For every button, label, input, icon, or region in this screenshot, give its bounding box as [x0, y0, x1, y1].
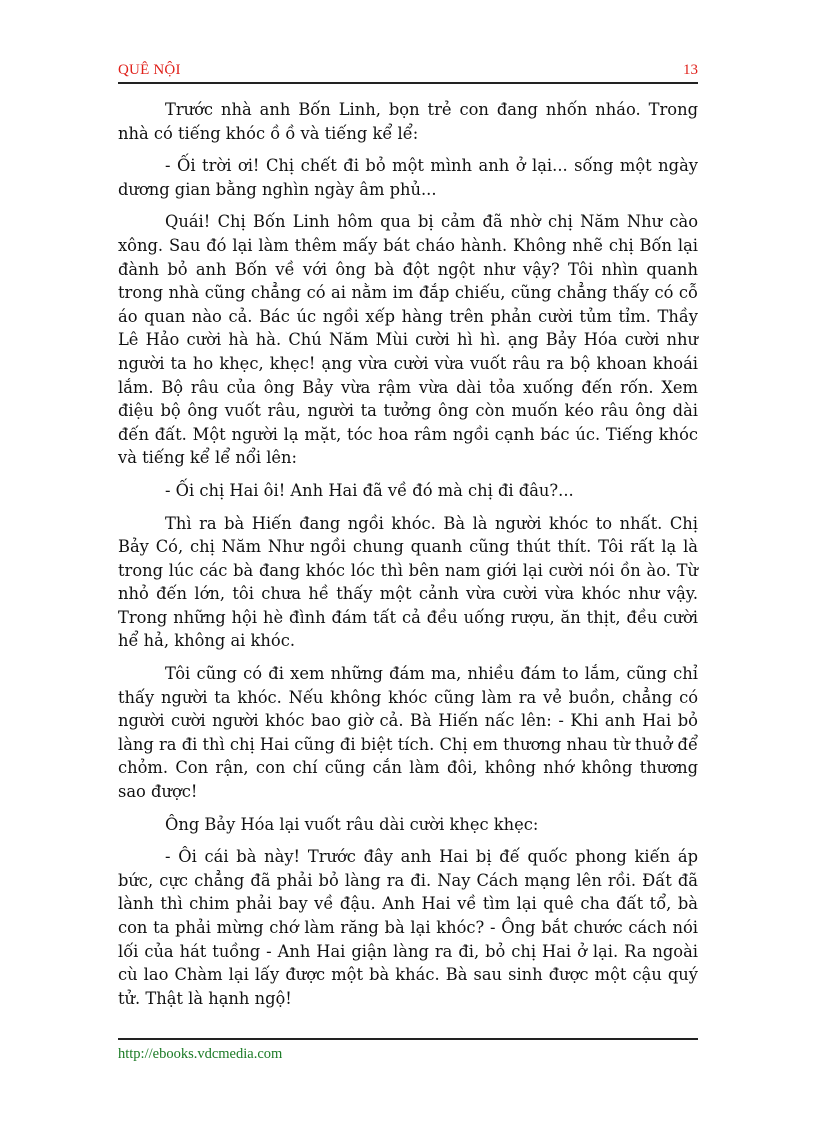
footer-divider: [118, 1038, 698, 1040]
footer-url: http://ebooks.vdcmedia.com: [118, 1046, 283, 1062]
header-divider: [118, 82, 698, 84]
body-text: [118, 98, 698, 1019]
page-number: 13: [683, 62, 698, 78]
page-header: [118, 60, 698, 84]
paragraph: Trước nhà anh Bốn Linh, bọn trẻ con đang nhốn nháo. Trong nhà có tiếng khóc ồ ồ và tiếng kể lể:: [118, 100, 698, 143]
paragraph: - Ôi cái bà này! Trước đây anh Hai bị đế quốc phong kiến áp bức, cực chẳng đã phải bỏ làng ra đi. Nay Cách mạng lên rồi. Đất đã lành thì chim phải bay về đậu. Anh Hai về tìm lại quê cha đất tổ, bà con ta phải mừng chớ làm răng bà lại khóc? - Ông bắt chước cách nói lối của hát tuồng - Anh Hai giận làng ra đi, bỏ chị Hai ở lại. Ra ngoài cù lao Chàm lại lấy được một bà khác. Bà sau sinh được một cậu quý tử. Thật là hạnh ngộ!: [118, 847, 698, 1008]
paragraph: Quái! Chị Bốn Linh hôm qua bị cảm đã nhờ chị Năm Như cào xông. Sau đó lại làm thêm mấy bát cháo hành. Không nhẽ chị Bốn lại đành bỏ anh Bốn về với ông bà đột ngột như vậy? Tôi nhìn quanh trong nhà cũng chẳng có ai nằm im đắp chiếu, cũng chẳng thấy có cỗ áo quan nào cả. Bác úc ngồi xếp hàng trên phản cười tủm tỉm. Thầy Lê Hảo cười hà hà. Chú Năm Mùi cười hì hì. ạng Bảy Hóa cười như người ta ho khẹc, khẹc! ạng vừa cười vừa vuốt râu ra bộ khoan khoái lắm. Bộ râu của ông Bảy vừa rậm vừa dài tỏa xuống đến rốn. Xem điệu bộ ông vuốt râu, người ta tưởng ông còn muốn kéo râu ông dài đến đất. Một người lạ mặt, tóc hoa râm ngồi cạnh bác úc. Tiếng khóc và tiếng kể lể nổi lên:: [118, 212, 698, 468]
paragraph: - Ối chị Hai ôi! Anh Hai đã về đó mà chị đi đâu?...: [165, 480, 574, 500]
paragraph: Ông Bảy Hóa lại vuốt râu dài cười khẹc khẹc:: [165, 814, 539, 834]
paragraph: Thì ra bà Hiến đang ngồi khóc. Bà là người khóc to nhất. Chị Bảy Có, chị Năm Như ngồi chung quanh cũng thút thít. Tôi rất lạ là trong lúc các bà đang khóc lóc thì bên nam giới lại cười nói ồn ào. Từ nhỏ đến lớn, tôi chưa hề thấy một cảnh vừa cười vừa khóc như vậy. Trong những hội hè đình đám tất cả đều uống rượu, ăn thịt, đều cười hể hả, không ai khóc.: [118, 513, 698, 651]
paragraph: Tôi cũng có đi xem những đám ma, nhiều đám to lắm, cũng chỉ thấy người ta khóc. Nếu không khóc cũng làm ra vẻ buồn, chẳng có người cười người khóc bao giờ cả. Bà Hiến nấc lên: - Khi anh Hai bỏ làng ra đi thì chị Hai cũng đi biệt tích. Chị em thương nhau từ thuở để chỏm. Con rận, con chí cũng cắn làm đôi, không nhớ không thương sao được!: [118, 664, 698, 802]
book-title: QUÊ NỘI: [118, 62, 181, 78]
paragraph: - Ối trời ơi! Chị chết đi bỏ một mình anh ở lại... sống một ngày dương gian bằng nghìn ngày âm phủ...: [118, 156, 698, 199]
